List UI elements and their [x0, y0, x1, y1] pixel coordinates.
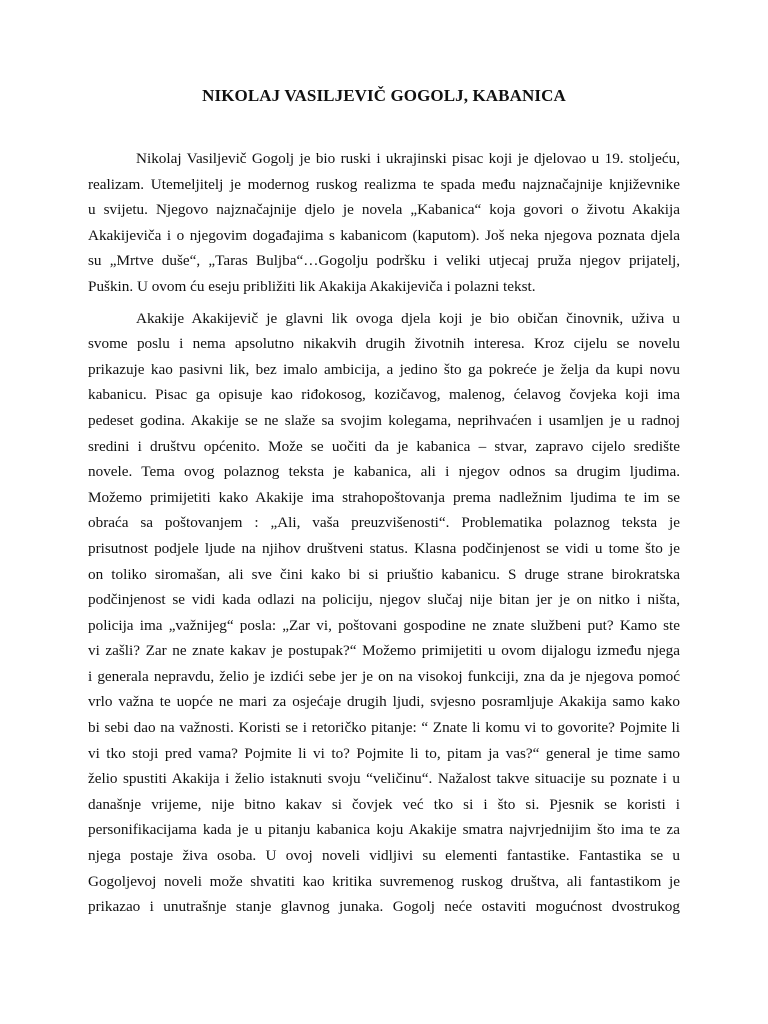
text-line: vi zašli? Zar ne znate kakav je postupak?“ Možemo primijetiti u ovom dijalogu između njega — [88, 642, 680, 660]
text-line: obraća sa poštovanjem : „Ali, vaša preuzvišenosti“. Problematika polaznog teksta je — [88, 514, 680, 532]
text-line: njega postaje živa osoba. U ovoj noveli vidljivi su elementi fantastike. Fantastika se u — [88, 847, 680, 865]
paragraph — [88, 306, 680, 920]
text-line: sredini i društvu općenito. Može se uočiti da je kabanica – stvar, zapravo cijelo središte — [88, 437, 680, 455]
text-line: prikazuje kao pasivni lik, bez imalo ambicija, a jedino što ga pokreće je želja da kupi novu — [88, 360, 680, 378]
document-body — [88, 146, 680, 920]
text-line: kabanicu. Pisac ga opisuje kao riđokosog, kozičavog, malenog, ćelavog čovjeka koji ima — [88, 386, 680, 404]
text-line: pedeset godina. Akakije se ne slaže sa svojim kolegama, neprihvaćen i usamljen je u radnoj — [88, 411, 680, 429]
text-line: prisutnost podjele ljude na njihov društveni status. Klasna podčinjenost se vidi u tome što je — [88, 539, 680, 557]
text-line: su „Mrtve duše“, „Taras Buljba“…Gogolju podršku i veliki utjecaj pruža njegov prijatelj, — [88, 252, 680, 270]
text-line: Akakije Akakijevič je glavni lik ovoga djela koji je bio običan činovnik, uživa u — [136, 309, 680, 327]
text-line: današnje vrijeme, nije bitno kakav si čovjek već tko si i što si. Pjesnik se koristi i — [88, 795, 680, 813]
text-line: u svijetu. Njegovo najznačajnije djelo je novela „Kabanica“ koja govori o životu Akakija — [88, 201, 680, 219]
text-line: novele. Tema ovog polaznog teksta je kabanica, ali i njegov odnos sa drugim ljudima. — [88, 463, 680, 481]
text-line: bi sebi dao na važnosti. Koristi se i retoričko pitanje: “ Znate li komu vi to govorite? Pojmite li — [88, 719, 680, 737]
text-line: Akakijeviča i o njegovim događajima s kabanicom (kaputom). Još neka njegova poznata djela — [88, 226, 680, 244]
text-line: Gogoljevoj noveli može shvatiti kao kritika suvremenog ruskog društva, ali fantastikom je — [88, 872, 680, 890]
text-line: Možemo primijetiti kako Akakije ima strahopoštovanja prema nadležnim ljudima te im se — [88, 488, 680, 506]
text-line: podčinjenost se vidi kada odlazi na policiju, njegov slučaj nije bitan jer je on nitko i ništa, — [88, 591, 680, 609]
text-line: vi tko stoji pred vama? Pojmite li vi to? Pojmite li to, pitam ja vas?“ general je time samo — [88, 744, 680, 762]
paragraph — [88, 146, 680, 300]
text-line: i generala nepravdu, želio je izdići sebe jer je on na visokoj funkciji, zna da je njegova pomoć — [88, 667, 680, 685]
text-line: realizam. Utemeljitelj je modernog ruskog realizma te spada među najznačajnije književnike — [88, 175, 680, 193]
text-line: Puškin. U ovom ću eseju približiti lik Akakija Akakijeviča i polazni tekst. — [88, 277, 536, 295]
text-line: policija ima „važnijeg“ posla: „Zar vi, poštovani gospodine ne znate službeni put? Kamo ste — [88, 616, 680, 634]
document-title: NIKOLAJ VASILJEVIČ GOGOLJ, KABANICA — [202, 86, 566, 105]
text-line: personifikacijama kada je u pitanju kabanica koju Akakije smatra najvrjednijim što ima te za — [88, 821, 680, 839]
text-line: Nikolaj Vasiljevič Gogolj je bio ruski i ukrajinski pisac koji je djelovao u 19. stoljeću, — [136, 150, 680, 167]
text-line: prikazao i unutrašnje stanje glavnog junaka. Gogolj neće ostaviti mogućnost dvostrukog — [88, 898, 680, 916]
text-line: vrlo važna te uopće ne mari za osjećaje drugih ljudi, svjesno posramljuje Akakija samo kako — [88, 693, 680, 711]
text-line: on toliko siromašan, ali sve čini kako bi si priuštio kabanicu. S druge strane birokratska — [88, 565, 680, 583]
text-line: svome poslu i nema apsolutno nikakvih drugih životnih interesa. Kroz cijelu se novelu — [88, 335, 680, 353]
text-line: želio spustiti Akakija i želio istaknuti svoju “veličinu“. Nažalost takve situacije su poznate i u — [88, 770, 680, 788]
